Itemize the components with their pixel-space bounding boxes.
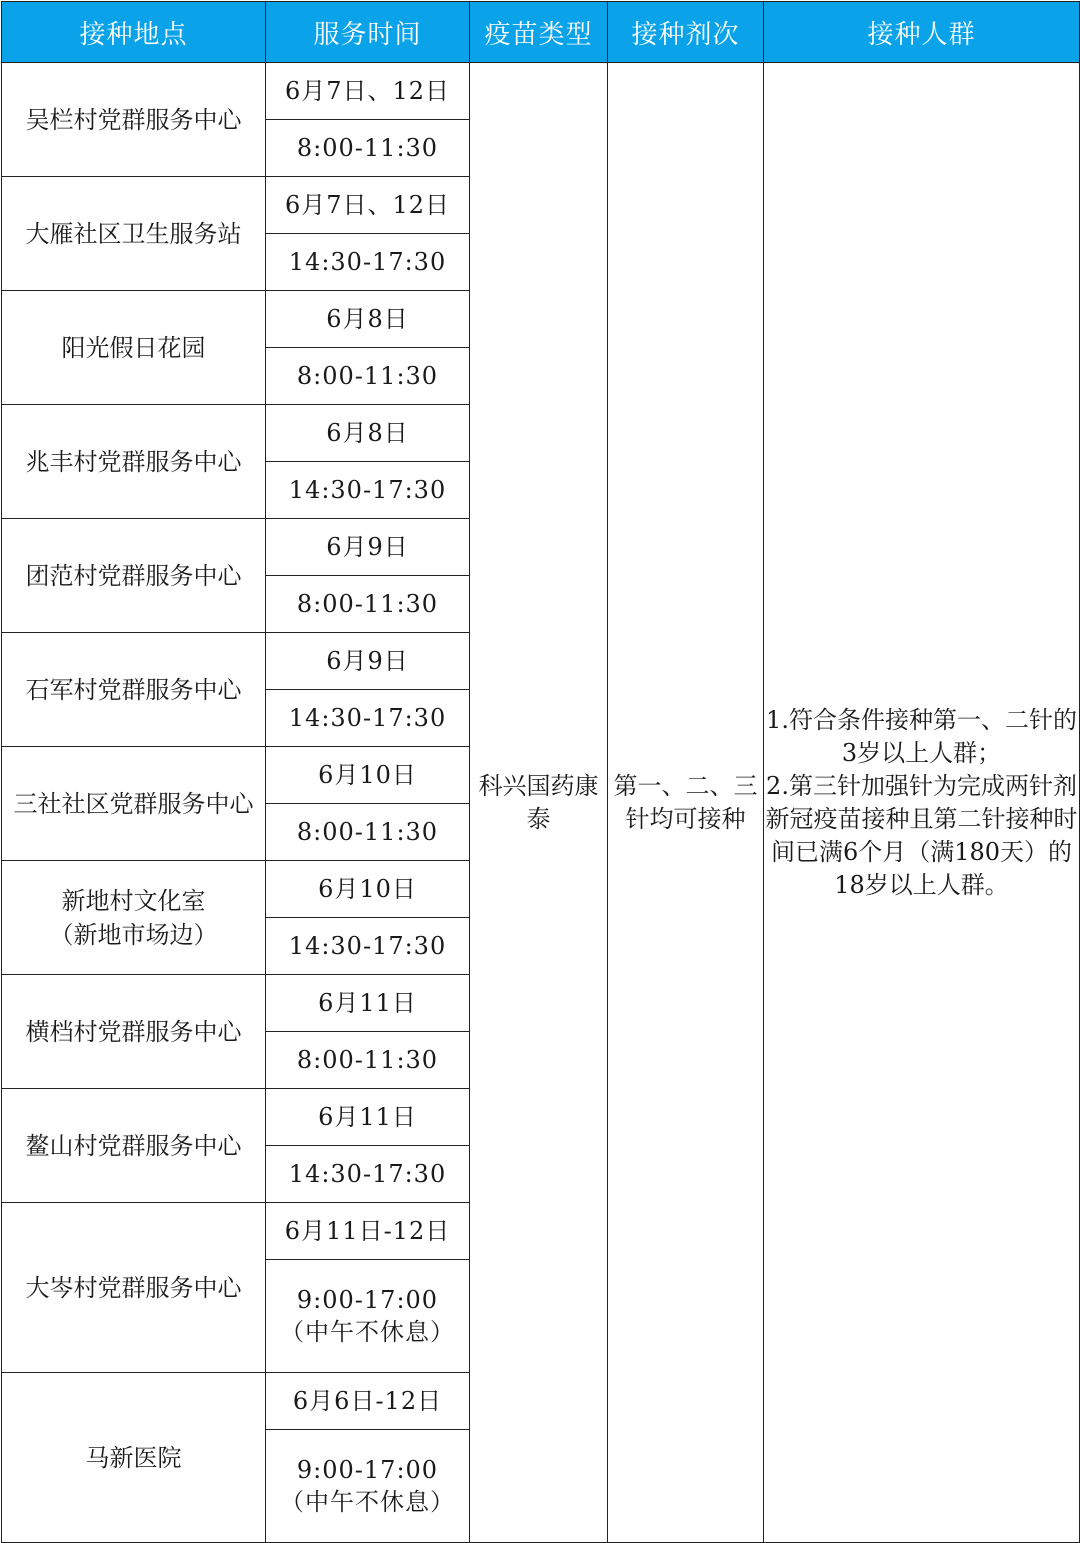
site-cell: 阳光假日花园 <box>2 291 266 405</box>
site-cell: 鳌山村党群服务中心 <box>2 1089 266 1203</box>
table-header <box>2 2 1080 63</box>
header-time: 服务时间 <box>266 2 470 63</box>
site-cell: 三社社区党群服务中心 <box>2 747 266 861</box>
date-cell: 6月7日、12日 <box>266 63 470 120</box>
header-dose: 接种剂次 <box>608 2 764 63</box>
table-row <box>2 63 1080 120</box>
hours-value: 9:00-17:00 <box>296 1286 439 1314</box>
hours-cell: 14:30-17:30 <box>266 462 470 519</box>
target-group-item-2: 2.第三针加强针为完成两针剂新冠疫苗接种且第二针接种时间已满6个月（满180天）的18岁以上人群。 <box>765 771 1078 899</box>
site-cell: 大雁社区卫生服务站 <box>2 177 266 291</box>
header-site: 接种地点 <box>2 2 266 63</box>
hours-cell: 14:30-17:30 <box>266 918 470 975</box>
hours-cell <box>266 1260 470 1373</box>
site-cell: 横档村党群服务中心 <box>2 975 266 1089</box>
hours-note: （中午不休息） <box>280 1488 455 1516</box>
target-group-cell <box>764 63 1080 1543</box>
hours-cell: 8:00-11:30 <box>266 804 470 861</box>
hours-cell: 14:30-17:30 <box>266 1146 470 1203</box>
site-cell: 团范村党群服务中心 <box>2 519 266 633</box>
vaccination-schedule-table <box>1 1 1080 1543</box>
date-cell: 6月6日-12日 <box>266 1373 470 1430</box>
site-cell: 吴栏村党群服务中心 <box>2 63 266 177</box>
hours-cell: 8:00-11:30 <box>266 120 470 177</box>
date-cell: 6月8日 <box>266 291 470 348</box>
dose-cell: 第一、二、三针均可接种 <box>608 63 764 1543</box>
date-cell: 6月10日 <box>266 747 470 804</box>
header-group: 接种人群 <box>764 2 1080 63</box>
date-cell: 6月7日、12日 <box>266 177 470 234</box>
table-body <box>2 63 1080 1543</box>
date-cell: 6月11日 <box>266 1089 470 1146</box>
site-name: 新地村文化室 <box>61 886 206 915</box>
vaccine-type-cell: 科兴国药康泰 <box>470 63 608 1543</box>
site-cell: 大岑村党群服务中心 <box>2 1203 266 1373</box>
site-cell <box>2 861 266 975</box>
date-cell: 6月9日 <box>266 519 470 576</box>
date-cell: 6月11日 <box>266 975 470 1032</box>
site-cell: 石军村党群服务中心 <box>2 633 266 747</box>
hours-cell: 8:00-11:30 <box>266 1032 470 1089</box>
hours-cell: 8:00-11:30 <box>266 576 470 633</box>
site-cell: 马新医院 <box>2 1373 266 1543</box>
date-cell: 6月8日 <box>266 405 470 462</box>
hours-cell: 14:30-17:30 <box>266 234 470 291</box>
hours-cell: 14:30-17:30 <box>266 690 470 747</box>
site-note: （新地市场边） <box>49 920 218 949</box>
site-cell: 兆丰村党群服务中心 <box>2 405 266 519</box>
date-cell: 6月9日 <box>266 633 470 690</box>
header-vaccine: 疫苗类型 <box>470 2 608 63</box>
target-group-item-1: 1.符合条件接种第一、二针的3岁以上人群； <box>766 705 1077 767</box>
hours-note: （中午不休息） <box>280 1318 455 1346</box>
hours-cell <box>266 1430 470 1543</box>
hours-value: 9:00-17:00 <box>296 1456 439 1484</box>
date-cell: 6月10日 <box>266 861 470 918</box>
hours-cell: 8:00-11:30 <box>266 348 470 405</box>
date-cell: 6月11日-12日 <box>266 1203 470 1260</box>
